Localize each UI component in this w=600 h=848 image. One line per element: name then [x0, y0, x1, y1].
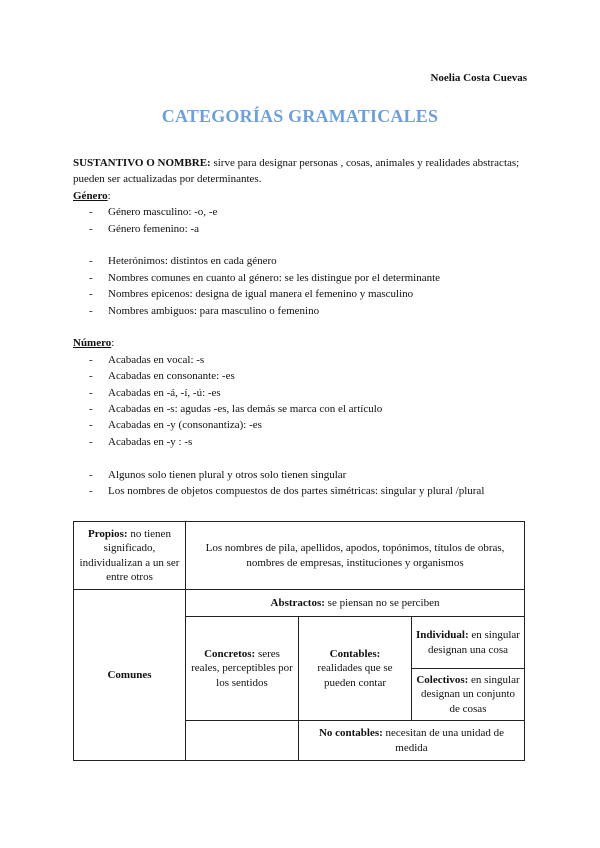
list-item: - Heterónimos: distintos en cada género — [73, 253, 528, 269]
table-row — [74, 522, 525, 590]
abstractos-label: Abstractos: — [270, 596, 325, 609]
contables-cell — [299, 617, 412, 721]
genero-heading — [73, 188, 528, 204]
propios-label: Propios: — [88, 528, 128, 541]
comunes-cell: Comunes — [74, 590, 186, 761]
sustantivo-paragraph — [73, 155, 528, 188]
no-contables-desc: necesitan de una unidad de medida — [382, 727, 505, 754]
abstractos-desc: se piensan no se perciben — [324, 596, 440, 609]
no-contables-label: No contables: — [318, 727, 383, 740]
individual-label: Individual: — [416, 629, 469, 642]
contables-desc: realidades que se pueden contar — [317, 662, 393, 689]
numero-notes-list — [73, 467, 528, 500]
list-item: - Acabadas en consonante: -es — [73, 368, 528, 384]
document-body — [73, 155, 528, 499]
propios-cell — [74, 522, 186, 590]
concretos-desc: seres reales, perceptibles por los sentidos — [191, 648, 293, 689]
individual-desc: en singular designan una cosa — [427, 629, 520, 656]
document-title: CATEGORÍAS GRAMATICALES — [161, 106, 439, 126]
genero-label: Género — [73, 189, 108, 202]
contables-label: Contables: — [329, 648, 381, 661]
numero-heading — [73, 335, 528, 351]
propios-examples-cell: Los nombres de pila, apellidos, apodos, topónimos, títulos de obras, nombres de empresas, instituciones y organismos — [186, 522, 525, 590]
genero-types-list — [73, 253, 528, 319]
genero-colon: : — [107, 189, 111, 202]
author-name: Noelia Costa Cuevas — [430, 72, 527, 84]
list-item: - Algunos solo tienen plural y otros solo tienen singular — [73, 467, 528, 483]
empty-cell — [186, 721, 299, 761]
concretos-label: Concretos: — [204, 648, 256, 661]
sustantivo-label: SUSTANTIVO O NOMBRE: — [73, 157, 211, 169]
colectivos-label: Colectivos: — [416, 674, 469, 687]
numero-colon: : — [111, 337, 115, 350]
no-contables-cell — [299, 721, 525, 761]
list-item: - Acabadas en vocal: -s — [73, 352, 528, 368]
numero-label: Número — [73, 337, 112, 350]
propios-desc: no tienen significado, individualizan a un ser entre otros — [79, 528, 180, 583]
table-row — [74, 590, 525, 617]
list-item: - Género masculino: -o, -e — [73, 204, 528, 220]
concretos-cell — [186, 617, 299, 721]
list-item: - Acabadas en -y (consonantiza): -es — [73, 417, 528, 433]
sustantivo-definition: sirve para designar personas , cosas, animales y realidades abstractas; pueden ser actualizadas por determinantes. — [73, 157, 520, 186]
individual-cell — [412, 617, 525, 669]
list-item: - Acabadas en -á, -í, -ú: -es — [73, 385, 528, 401]
list-item: - Género femenino: -a — [73, 221, 528, 237]
numero-list — [73, 352, 528, 450]
list-item: - Los nombres de objetos compuestos de dos partes simétricas: singular y plural /plural — [73, 483, 528, 499]
list-item: - Nombres ambiguos: para masculino o femenino — [73, 303, 528, 319]
colectivos-desc: en singular designan un conjunto de cosas — [420, 674, 520, 715]
list-item: - Acabadas en -s: agudas -es, las demás se marca con el artículo — [73, 401, 528, 417]
list-item: - Nombres comunes en cuanto al género: se les distingue por el determinante — [73, 270, 528, 286]
colectivos-cell — [412, 669, 525, 721]
abstractos-cell — [186, 590, 525, 617]
list-item: - Acabadas en -y : -s — [73, 434, 528, 450]
classification-table — [73, 521, 525, 761]
list-item: - Nombres epicenos: designa de igual manera el femenino y masculino — [73, 286, 528, 302]
genero-list — [73, 204, 528, 237]
